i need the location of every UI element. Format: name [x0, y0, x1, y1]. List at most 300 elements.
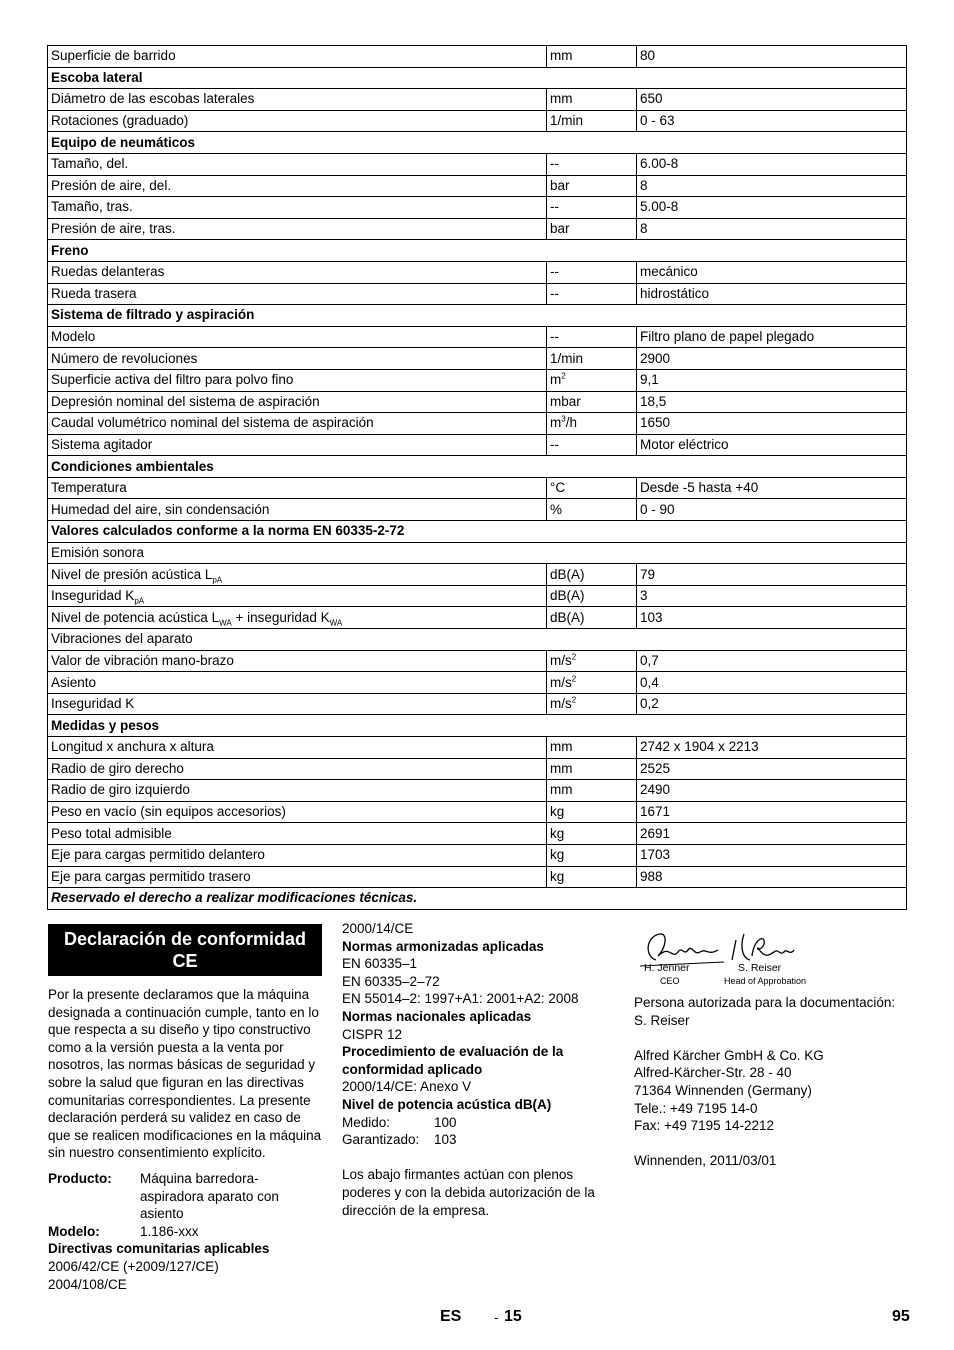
row-label: Ruedas delanteras: [51, 264, 165, 280]
measured-row: [342, 1114, 617, 1132]
row-label-cell: [48, 737, 547, 759]
table-row: [48, 218, 907, 240]
signer1-name: H. Jenner: [644, 962, 690, 974]
directives-title: Directivas comunitarias aplicables: [48, 1241, 270, 1257]
row-unit-cell: [547, 218, 637, 240]
row-label-cell: [48, 693, 547, 715]
full-width-cell: [48, 67, 907, 89]
label-subscript: pA: [134, 596, 145, 606]
authorized-label: Persona autorizada para la documentación:: [634, 995, 896, 1010]
full-width-cell: [48, 240, 907, 262]
row-label: Humedad del aire, sin condensación: [51, 501, 270, 517]
sound-title: Nivel de potencia acústica dB(A): [342, 1096, 552, 1112]
table-row: [48, 477, 907, 499]
model-label: Modelo:: [48, 1223, 100, 1239]
row-label: Peso en vacío (sin equipos accesorios): [51, 804, 286, 820]
row-unit-cell: [547, 283, 637, 305]
row-label-cell: [48, 607, 547, 629]
section-header-row: [48, 456, 907, 478]
row-unit-cell: [547, 89, 637, 111]
row-value-cell: [637, 650, 907, 672]
row-label-cell: [48, 866, 547, 888]
row-label: Nivel de potencia acústica L: [51, 609, 220, 625]
measured-value: 100: [434, 1114, 457, 1130]
spacer: [634, 1029, 909, 1047]
row-label: Valor de vibración mano-brazo: [51, 652, 234, 668]
row-unit-cell: [547, 499, 637, 521]
row-value: 8: [640, 177, 648, 193]
spacer: [342, 1149, 617, 1167]
procedure-value: 2000/14/CE: Anexo V: [342, 1079, 472, 1095]
harmonized-item: EN 55014–2: 1997+A1: 2001+A2: 2008: [342, 991, 579, 1007]
guaranteed-value: 103: [434, 1132, 457, 1148]
row-value-cell: [637, 564, 907, 586]
row-unit-cell: [547, 369, 637, 391]
row-label-cell: [48, 391, 547, 413]
row-unit-cell: [547, 197, 637, 219]
footer-page-number: 15: [504, 1308, 522, 1325]
declaration-column-1: [48, 920, 322, 1293]
row-value-cell: [637, 283, 907, 305]
section-title: Valores calculados conforme a la norma EN 60335-2-72: [51, 523, 405, 539]
row-unit-cell: [547, 737, 637, 759]
directive-item: 2004/108/CE: [48, 1276, 127, 1292]
section-header-row: [48, 715, 907, 737]
row-unit: --: [550, 199, 559, 215]
row-unit-cell: [547, 650, 637, 672]
company-fax: Fax: +49 7195 14-2212: [634, 1118, 774, 1134]
row-unit: m/s: [550, 652, 572, 668]
row-value: Filtro plano de papel plegado: [640, 329, 815, 345]
signers-text: Los abajo firmantes actúan con plenos poderes y con la debida autorización de la dirección de la empresa.: [342, 1167, 595, 1218]
table-row: [48, 564, 907, 586]
footnote-row: [48, 888, 907, 910]
row-value-cell: [637, 585, 907, 607]
row-value: 6.00-8: [640, 156, 679, 172]
model-row: [48, 1223, 322, 1241]
harmonized-item: EN 60335–1: [342, 956, 418, 972]
row-label-cell: [48, 499, 547, 521]
row-value: 2900: [640, 350, 671, 366]
row-label: Tamaño, tras.: [51, 199, 133, 215]
row-label: Eje para cargas permitido delantero: [51, 847, 265, 863]
row-unit: --: [550, 264, 559, 280]
technical-data-body: [48, 46, 907, 910]
row-value: 5.00-8: [640, 199, 679, 215]
table-row: [48, 413, 907, 435]
row-value-cell: [637, 434, 907, 456]
row-value-cell: [637, 218, 907, 240]
row-value-cell: [637, 844, 907, 866]
subheading-text: Emisión sonora: [51, 544, 145, 560]
row-label: Rueda trasera: [51, 285, 137, 301]
row-label: Superficie de barrido: [51, 48, 176, 64]
row-value-cell: [637, 153, 907, 175]
table-row: [48, 801, 907, 823]
table-row: [48, 585, 907, 607]
row-label: Tamaño, del.: [51, 156, 129, 172]
unit-continued: /h: [565, 415, 577, 431]
signer1-title: CEO: [660, 976, 680, 986]
table-row: [48, 866, 907, 888]
row-unit: kg: [550, 868, 565, 884]
row-unit: mm: [550, 91, 573, 107]
row-label: Sistema agitador: [51, 436, 153, 452]
row-unit: dB(A): [550, 609, 585, 625]
table-row: [48, 607, 907, 629]
table-row: [48, 737, 907, 759]
row-value-cell: [637, 866, 907, 888]
row-unit-cell: [547, 823, 637, 845]
row-label-cell: [48, 89, 547, 111]
row-unit: --: [550, 436, 559, 452]
row-unit-cell: [547, 175, 637, 197]
row-unit-cell: [547, 326, 637, 348]
row-value-cell: [637, 197, 907, 219]
row-value: 0,4: [640, 674, 659, 690]
row-value: 1671: [640, 804, 671, 820]
row-value-cell: [637, 607, 907, 629]
row-unit: mm: [550, 782, 573, 798]
declaration-heading: Declaración de conformidad CE: [48, 924, 322, 976]
full-width-cell: [48, 715, 907, 737]
subheading-row: [48, 542, 907, 564]
table-row: [48, 650, 907, 672]
row-label-cell: [48, 197, 547, 219]
company-street: Alfred-Kärcher-Str. 28 - 40: [634, 1065, 792, 1081]
row-value: 1650: [640, 415, 671, 431]
spacer: [634, 1135, 909, 1153]
table-row: [48, 499, 907, 521]
table-row: [48, 672, 907, 694]
full-width-cell: [48, 888, 907, 910]
row-value-cell: [637, 477, 907, 499]
row-label-cell: [48, 780, 547, 802]
section-header-row: [48, 240, 907, 262]
row-value: 79: [640, 566, 656, 582]
product-value: Máquina barredora-aspiradora aparato con asiento: [140, 1170, 279, 1222]
row-value: 2490: [640, 782, 671, 798]
row-label-cell: [48, 413, 547, 435]
declaration-column-2: [342, 920, 617, 1219]
row-unit: --: [550, 329, 559, 345]
row-label: Inseguridad K: [51, 696, 135, 712]
row-unit-cell: [547, 607, 637, 629]
row-value: 0,7: [640, 652, 659, 668]
row-unit-cell: [547, 477, 637, 499]
row-label-cell: [48, 175, 547, 197]
row-value-cell: [637, 413, 907, 435]
signature-block: [634, 920, 909, 992]
row-value: 18,5: [640, 393, 667, 409]
row-value: 650: [640, 91, 663, 107]
row-value: 80: [640, 48, 656, 64]
row-value: mecánico: [640, 264, 698, 280]
row-unit-cell: [547, 844, 637, 866]
row-unit: --: [550, 156, 559, 172]
row-label: Peso total admisible: [51, 825, 172, 841]
row-value: 2525: [640, 760, 671, 776]
row-unit: mm: [550, 739, 573, 755]
footer-language: ES: [440, 1308, 462, 1325]
table-row: [48, 326, 907, 348]
row-value-cell: [637, 369, 907, 391]
row-value-cell: [637, 175, 907, 197]
unit-superscript: 2: [571, 695, 577, 705]
row-unit: --: [550, 285, 559, 301]
product-row: [48, 1170, 322, 1223]
row-value-cell: [637, 780, 907, 802]
unit-superscript: 2: [571, 652, 577, 662]
row-label: Inseguridad K: [51, 588, 135, 604]
declaration-intro: Por la presente declaramos que la máquina designada a continuación cumple, tanto en lo que respecta a su diseño y tipo constructivo como a la versión puesta a la venta por nosotros, las normas básicas de seguridad y sobre la salud que figuran en las directivas comunitarias correspondientes. La presente declaración perderá su validez en caso de que se realicen modificaciones en la máquina sin nuestro consentimiento explícito.: [48, 987, 322, 1161]
row-unit-cell: [547, 413, 637, 435]
directive-item: 2000/14/CE: [342, 921, 414, 936]
row-unit: 1/min: [550, 113, 584, 129]
row-value-cell: [637, 89, 907, 111]
row-label-cell: [48, 801, 547, 823]
table-row: [48, 844, 907, 866]
section-header-row: [48, 67, 907, 89]
section-header-row: [48, 132, 907, 154]
row-label: Radio de giro izquierdo: [51, 782, 190, 798]
row-unit: m/s: [550, 674, 572, 690]
row-value-cell: [637, 391, 907, 413]
unit-superscript: 2: [571, 674, 577, 684]
section-header-row: [48, 305, 907, 327]
subheading-row: [48, 629, 907, 651]
row-unit: bar: [550, 221, 570, 237]
guaranteed-row: [342, 1131, 617, 1149]
row-label-cell: [48, 650, 547, 672]
row-unit: °C: [550, 480, 566, 496]
row-value: 2691: [640, 825, 671, 841]
footer-dash: -: [494, 1310, 499, 1325]
row-unit-cell: [547, 153, 637, 175]
national-title: Normas nacionales aplicadas: [342, 1008, 532, 1024]
unit-superscript: 3: [561, 414, 566, 424]
full-width-cell: [48, 542, 907, 564]
row-label-cell: [48, 153, 547, 175]
row-unit-cell: [547, 693, 637, 715]
section-title: Sistema de filtrado y aspiración: [51, 307, 255, 323]
row-label: Asiento: [51, 674, 97, 690]
row-label: Diámetro de las escobas laterales: [51, 91, 255, 107]
row-unit-cell: [547, 434, 637, 456]
table-row: [48, 89, 907, 111]
row-unit: mm: [550, 760, 573, 776]
row-label: Presión de aire, tras.: [51, 221, 176, 237]
model-value: 1.186-xxx: [140, 1223, 199, 1239]
label-subscript: pA: [212, 575, 223, 585]
section-header-row: [48, 521, 907, 543]
row-value-cell: [637, 348, 907, 370]
row-value: hidrostático: [640, 285, 710, 301]
full-width-cell: [48, 132, 907, 154]
row-label-cell: [48, 585, 547, 607]
procedure-title: Procedimiento de evaluación de la conformidad aplicado: [342, 1044, 564, 1077]
full-width-cell: [48, 521, 907, 543]
row-label-cell: [48, 758, 547, 780]
row-label-cell: [48, 823, 547, 845]
table-row: [48, 693, 907, 715]
row-value-cell: [637, 672, 907, 694]
row-value-cell: [637, 46, 907, 68]
row-label-cell: [48, 326, 547, 348]
row-unit: kg: [550, 804, 565, 820]
row-unit: dB(A): [550, 566, 585, 582]
section-title: Condiciones ambientales: [51, 458, 214, 474]
row-unit-cell: [547, 866, 637, 888]
row-label: Depresión nominal del sistema de aspiración: [51, 393, 320, 409]
row-value: 988: [640, 868, 663, 884]
section-title: Medidas y pesos: [51, 717, 160, 733]
row-unit: %: [550, 501, 563, 517]
row-label: Superficie activa del filtro para polvo fino: [51, 372, 294, 388]
row-value: 1703: [640, 847, 671, 863]
table-row: [48, 348, 907, 370]
table-row: [48, 434, 907, 456]
company-phone: Tele.: +49 7195 14-0: [634, 1100, 758, 1116]
row-label-cell: [48, 477, 547, 499]
harmonized-title: Normas armonizadas aplicadas: [342, 938, 544, 954]
row-value-cell: [637, 758, 907, 780]
company-name: Alfred Kärcher GmbH & Co. KG: [634, 1047, 824, 1063]
table-row: [48, 283, 907, 305]
row-label-cell: [48, 434, 547, 456]
row-unit: mm: [550, 48, 573, 64]
row-unit: m: [550, 415, 562, 431]
row-label: Eje para cargas permitido trasero: [51, 868, 251, 884]
row-label-cell: [48, 110, 547, 132]
signer2-name: S. Reiser: [738, 962, 782, 974]
row-unit: 1/min: [550, 350, 584, 366]
row-value: 9,1: [640, 372, 659, 388]
table-row: [48, 46, 907, 68]
row-unit-cell: [547, 110, 637, 132]
row-label-cell: [48, 844, 547, 866]
row-value: 0,2: [640, 696, 659, 712]
row-unit-cell: [547, 391, 637, 413]
footnote-text: Reservado el derecho a realizar modificaciones técnicas.: [51, 890, 418, 906]
row-label: Rotaciones (graduado): [51, 113, 189, 129]
row-unit: m: [550, 372, 562, 388]
row-value: Motor eléctrico: [640, 436, 729, 452]
declaration-column-3: [634, 920, 909, 1170]
guaranteed-label: Garantizado:: [342, 1132, 420, 1148]
table-row: [48, 175, 907, 197]
table-row: [48, 823, 907, 845]
row-label-cell: [48, 261, 547, 283]
row-value-cell: [637, 801, 907, 823]
section-title: Escoba lateral: [51, 69, 143, 85]
national-item: CISPR 12: [342, 1026, 403, 1042]
footer-document-page: 95: [892, 1308, 910, 1325]
label-continued: + inseguridad K: [231, 609, 330, 625]
row-label: Radio de giro derecho: [51, 760, 184, 776]
row-unit: kg: [550, 825, 565, 841]
row-unit: bar: [550, 177, 570, 193]
table-row: [48, 391, 907, 413]
row-unit-cell: [547, 758, 637, 780]
company-city: 71364 Winnenden (Germany): [634, 1082, 812, 1098]
authorized-name: S. Reiser: [634, 1012, 690, 1028]
row-label: Número de revoluciones: [51, 350, 198, 366]
table-row: [48, 153, 907, 175]
full-width-cell: [48, 305, 907, 327]
subheading-text: Vibraciones del aparato: [51, 631, 193, 647]
row-value-cell: [637, 823, 907, 845]
row-value-cell: [637, 693, 907, 715]
section-title: Equipo de neumáticos: [51, 134, 196, 150]
row-unit-cell: [547, 261, 637, 283]
table-row: [48, 110, 907, 132]
full-width-cell: [48, 629, 907, 651]
row-value: 0 - 63: [640, 113, 675, 129]
section-title: Freno: [51, 242, 89, 258]
label-subscript: WA: [219, 618, 232, 628]
row-label: Caudal volumétrico nominal del sistema de aspiración: [51, 415, 374, 431]
row-value: 0 - 90: [640, 501, 675, 517]
signer2-title: Head of Approbation: [724, 976, 807, 986]
technical-data-table: [47, 45, 907, 910]
row-value: Desde -5 hasta +40: [640, 480, 759, 496]
row-value: 103: [640, 609, 663, 625]
label-subscript: WA: [329, 618, 343, 628]
row-label: Longitud x anchura x altura: [51, 739, 214, 755]
row-label-cell: [48, 564, 547, 586]
row-label-cell: [48, 672, 547, 694]
row-unit-cell: [547, 585, 637, 607]
row-label: Presión de aire, del.: [51, 177, 172, 193]
row-label: Temperatura: [51, 480, 127, 496]
table-row: [48, 369, 907, 391]
row-value: 8: [640, 221, 648, 237]
row-unit-cell: [547, 801, 637, 823]
table-row: [48, 197, 907, 219]
row-unit-cell: [547, 46, 637, 68]
row-unit-cell: [547, 672, 637, 694]
harmonized-item: EN 60335–2–72: [342, 973, 440, 989]
row-label-cell: [48, 348, 547, 370]
row-value-cell: [637, 326, 907, 348]
row-value: 3: [640, 588, 648, 604]
row-value-cell: [637, 110, 907, 132]
row-value-cell: [637, 261, 907, 283]
row-value-cell: [637, 499, 907, 521]
row-label-cell: [48, 369, 547, 391]
row-label: Nivel de presión acústica L: [51, 566, 213, 582]
row-label: Modelo: [51, 329, 96, 345]
table-row: [48, 261, 907, 283]
row-unit: kg: [550, 847, 565, 863]
row-value: 2742 x 1904 x 2213: [640, 739, 759, 755]
product-label: Producto:: [48, 1170, 112, 1186]
row-unit: dB(A): [550, 588, 585, 604]
row-value-cell: [637, 737, 907, 759]
measured-label: Medido:: [342, 1114, 391, 1130]
full-width-cell: [48, 456, 907, 478]
row-unit: m/s: [550, 696, 572, 712]
row-label-cell: [48, 46, 547, 68]
row-unit-cell: [547, 564, 637, 586]
row-label-cell: [48, 218, 547, 240]
row-unit-cell: [547, 348, 637, 370]
place-date: Winnenden, 2011/03/01: [634, 1153, 777, 1169]
row-unit: mbar: [550, 393, 581, 409]
directive-item: 2006/42/CE (+2009/127/CE): [48, 1258, 219, 1274]
table-row: [48, 780, 907, 802]
